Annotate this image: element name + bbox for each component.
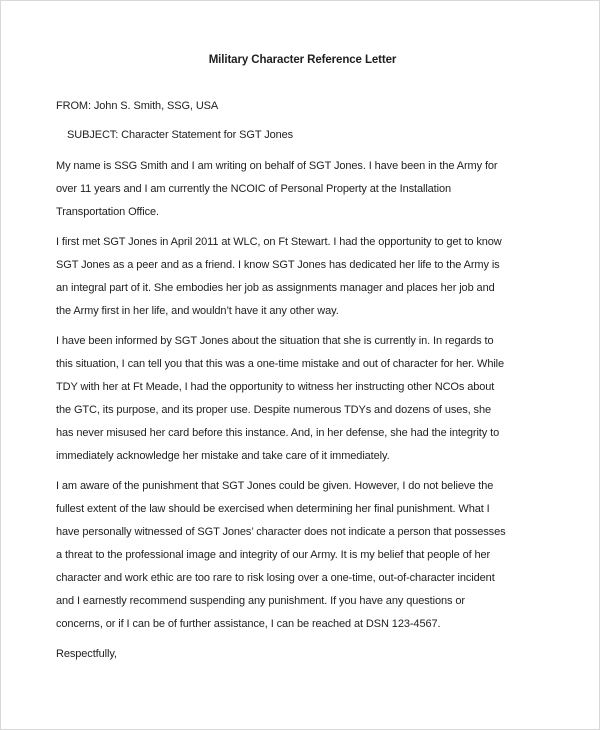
text-line: over 11 years and I am currently the NCOIC of Personal Property at the Installation bbox=[56, 183, 452, 195]
text-line: fullest extent of the law should be exercised when determining her final punishment. What I bbox=[56, 503, 490, 515]
paragraph-acquaintance bbox=[56, 231, 549, 323]
text-line: this situation, I can tell you that this was a one-time mistake and out of character for her. While bbox=[56, 358, 505, 370]
closing-line: Respectfully, bbox=[56, 648, 117, 660]
text-line: SGT Jones as a peer and as a friend. I know SGT Jones has dedicated her life to the Army is bbox=[56, 259, 500, 271]
letter-title: Military Character Reference Letter bbox=[208, 54, 397, 66]
paragraph-intro bbox=[56, 155, 549, 224]
paragraph-situation bbox=[56, 330, 549, 468]
from-line: FROM: John S. Smith, SSG, USA bbox=[56, 100, 219, 112]
text-line: immediately acknowledge her mistake and take care of it immediately. bbox=[56, 450, 390, 462]
text-line: have personally witnessed of SGT Jones’ character does not indicate a person that possesses bbox=[56, 526, 506, 538]
subject-line: SUBJECT: Character Statement for SGT Jones bbox=[67, 129, 294, 141]
text-line: I am aware of the punishment that SGT Jones could be given. However, I do not believe the bbox=[56, 480, 494, 492]
text-line: the GTC, its purpose, and its proper use. Despite numerous TDYs and dozens of uses, she bbox=[56, 404, 491, 416]
paragraph-recommendation bbox=[56, 475, 549, 636]
text-line: a threat to the professional image and integrity of our Army. It is my belief that people of her bbox=[56, 549, 491, 561]
text-line: has never misused her card before this instance. And, in her defense, she had the integrity to bbox=[56, 427, 500, 439]
text-line: the Army first in her life, and wouldn’t have it any other way. bbox=[56, 305, 339, 317]
text-line: TDY with her at Ft Meade, I had the opportunity to witness her instructing other NCOs about bbox=[56, 381, 495, 393]
text-line: I first met SGT Jones in April 2011 at WLC, on Ft Stewart. I had the opportunity to get to know bbox=[56, 236, 502, 248]
text-line: an integral part of it. She embodies her job as assignments manager and places her job and bbox=[56, 282, 495, 294]
text-line: and I earnestly recommend suspending any punishment. If you have any questions or bbox=[56, 595, 465, 607]
text-line: concerns, or if I can be of further assistance, I can be reached at DSN 123-4567. bbox=[56, 618, 441, 630]
text-line: I have been informed by SGT Jones about the situation that she is currently in. In regards to bbox=[56, 335, 494, 347]
text-line: My name is SSG Smith and I am writing on behalf of SGT Jones. I have been in the Army for bbox=[56, 160, 498, 172]
text-line: Transportation Office. bbox=[56, 206, 159, 218]
text-line: character and work ethic are too rare to risk losing over a one-time, out-of-character incident bbox=[56, 572, 495, 584]
